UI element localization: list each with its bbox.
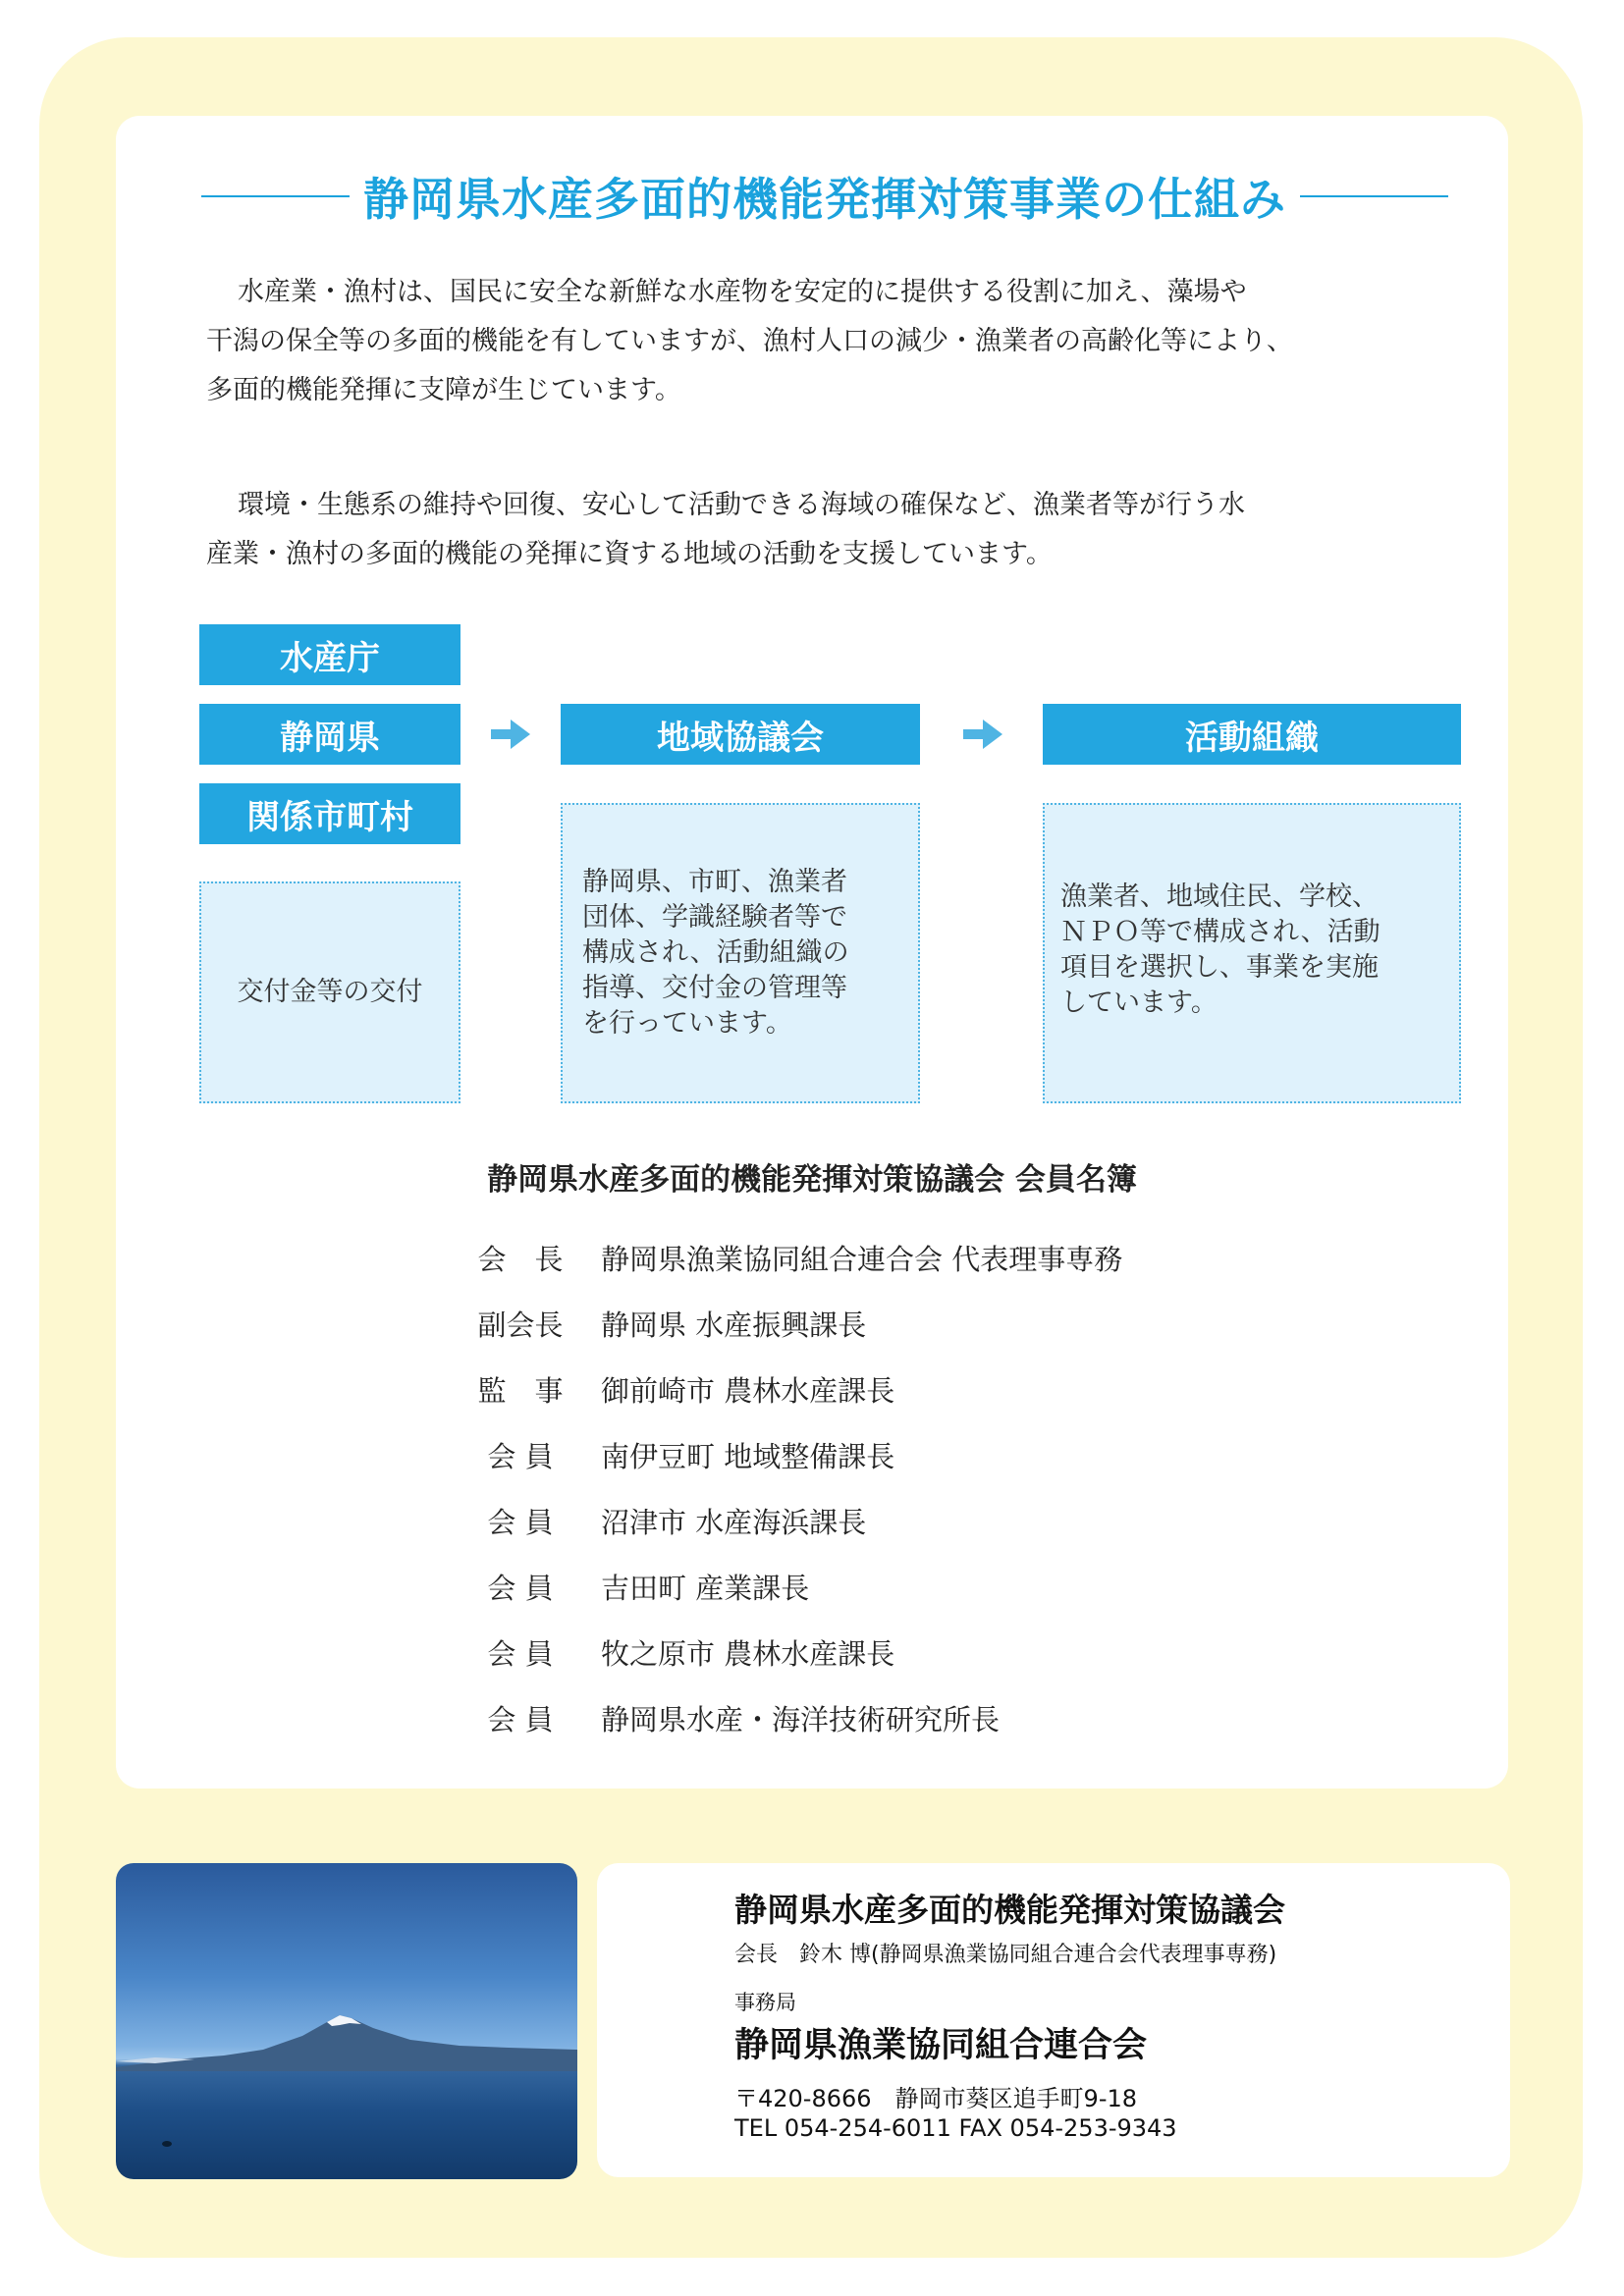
- member-name: 御前崎市 農林水産課長: [601, 1374, 895, 1408]
- title-rule-left: [201, 195, 350, 197]
- mount-fuji-sea-photo: [116, 1863, 577, 2179]
- flow-desc-col1: [199, 881, 460, 1103]
- member-name: 静岡県 水産振興課長: [601, 1308, 867, 1342]
- arrow-right-icon: [963, 720, 1002, 749]
- address: 〒420-8666 静岡市葵区追手町9-18: [734, 2085, 1138, 2112]
- intro-line: 産業・漁村の多面的機能の発揮に資する地域の活動を支援しています。: [206, 539, 1053, 569]
- page-title: 静岡県水産多面的機能発揮対策事業の仕組み: [363, 173, 1286, 226]
- landscape-illustration: [116, 1863, 577, 2179]
- contact-info: [734, 1885, 1285, 2150]
- council-name: 静岡県水産多面的機能発揮対策協議会: [734, 1891, 1285, 1929]
- members-list: [452, 1225, 1122, 1751]
- flow-desc-line: ＮＰＯ等で構成され、活動: [1060, 917, 1380, 947]
- flow-desc-line: 項目を選択し、事業を実施: [1060, 952, 1379, 983]
- member-name: 牧之原市 農林水産課長: [601, 1637, 895, 1671]
- member-role: 会 員: [487, 1637, 554, 1671]
- member-role: 会 員: [487, 1703, 554, 1736]
- flow-desc-line: 静岡県、市町、漁業者: [582, 867, 847, 897]
- page-title-row: [201, 162, 1448, 231]
- intro-paragraph-1: [206, 268, 1463, 415]
- flow-desc-line: 漁業者、地域住民、学校、: [1060, 881, 1379, 912]
- member-role: 会 長: [477, 1243, 564, 1276]
- secretariat-org: 静岡県漁業協同組合連合会: [734, 2026, 1148, 2065]
- secretariat-label: 事務局: [734, 1991, 796, 2014]
- member-role: 会 員: [487, 1572, 554, 1605]
- intro-line: 水産業・漁村は、国民に安全な新鮮な水産物を安定的に提供する役割に加え、藻場や: [238, 277, 1247, 307]
- flow-desc-col2: [561, 803, 920, 1103]
- flow-box-prefecture: 静岡県: [199, 704, 460, 765]
- flow-box-regional-council: 地域協議会: [561, 704, 920, 765]
- member-name: 吉田町 産業課長: [601, 1572, 810, 1605]
- flow-desc-text: 交付金等の交付: [237, 977, 423, 1007]
- member-role: 会 員: [487, 1440, 554, 1473]
- members-title: 静岡県水産多面的機能発揮対策協議会 会員名簿: [487, 1162, 1137, 1198]
- member-row: [452, 1225, 1122, 1291]
- phone-fax: TEL 054-254-6011 FAX 054-253-9343: [734, 2114, 1177, 2142]
- intro-line: 環境・生態系の維持や回復、安心して活動できる海域の確保など、漁業者等が行う水: [238, 490, 1245, 520]
- member-role: 監 事: [477, 1374, 564, 1408]
- member-row: [452, 1554, 1122, 1620]
- title-rule-right: [1300, 195, 1448, 197]
- member-row: [452, 1291, 1122, 1357]
- member-row: [452, 1620, 1122, 1685]
- member-name: 南伊豆町 地域整備課長: [601, 1440, 895, 1473]
- council-chair: 会長 鈴木 博(静岡県漁業協同組合連合会代表理事専務): [734, 1943, 1277, 1967]
- flow-box-activity-org: 活動組織: [1043, 704, 1461, 765]
- member-row: [452, 1422, 1122, 1488]
- arrow-right-icon: [491, 720, 530, 749]
- intro-line: 干潟の保全等の多面的機能を有していますが、漁村人口の減少・漁業者の高齢化等により、: [206, 326, 1293, 356]
- flow-desc-line: 指導、交付金の管理等: [582, 973, 847, 1003]
- intro-paragraph-2: [206, 481, 1463, 579]
- intro-line: 多面的機能発揮に支障が生じています。: [206, 375, 681, 405]
- flow-desc-line: 構成され、活動組織の: [582, 937, 849, 968]
- flow-box-municipalities: 関係市町村: [199, 783, 460, 844]
- member-name: 沼津市 水産海浜課長: [601, 1506, 867, 1539]
- member-row: [452, 1488, 1122, 1554]
- flow-desc-col3: [1043, 803, 1461, 1103]
- member-role: 副会長: [477, 1308, 564, 1342]
- member-row: [452, 1685, 1122, 1751]
- member-name: 静岡県漁業協同組合連合会 代表理事専務: [601, 1243, 1123, 1276]
- member-role: 会 員: [487, 1506, 554, 1539]
- flow-desc-line: を行っています。: [582, 1008, 792, 1039]
- member-row: [452, 1357, 1122, 1422]
- flow-desc-line: 団体、学識経験者等で: [582, 902, 847, 933]
- flow-desc-line: しています。: [1060, 988, 1218, 1018]
- member-name: 静岡県水産・海洋技術研究所長: [601, 1703, 1001, 1736]
- flow-box-fisheries-agency: 水産庁: [199, 624, 460, 685]
